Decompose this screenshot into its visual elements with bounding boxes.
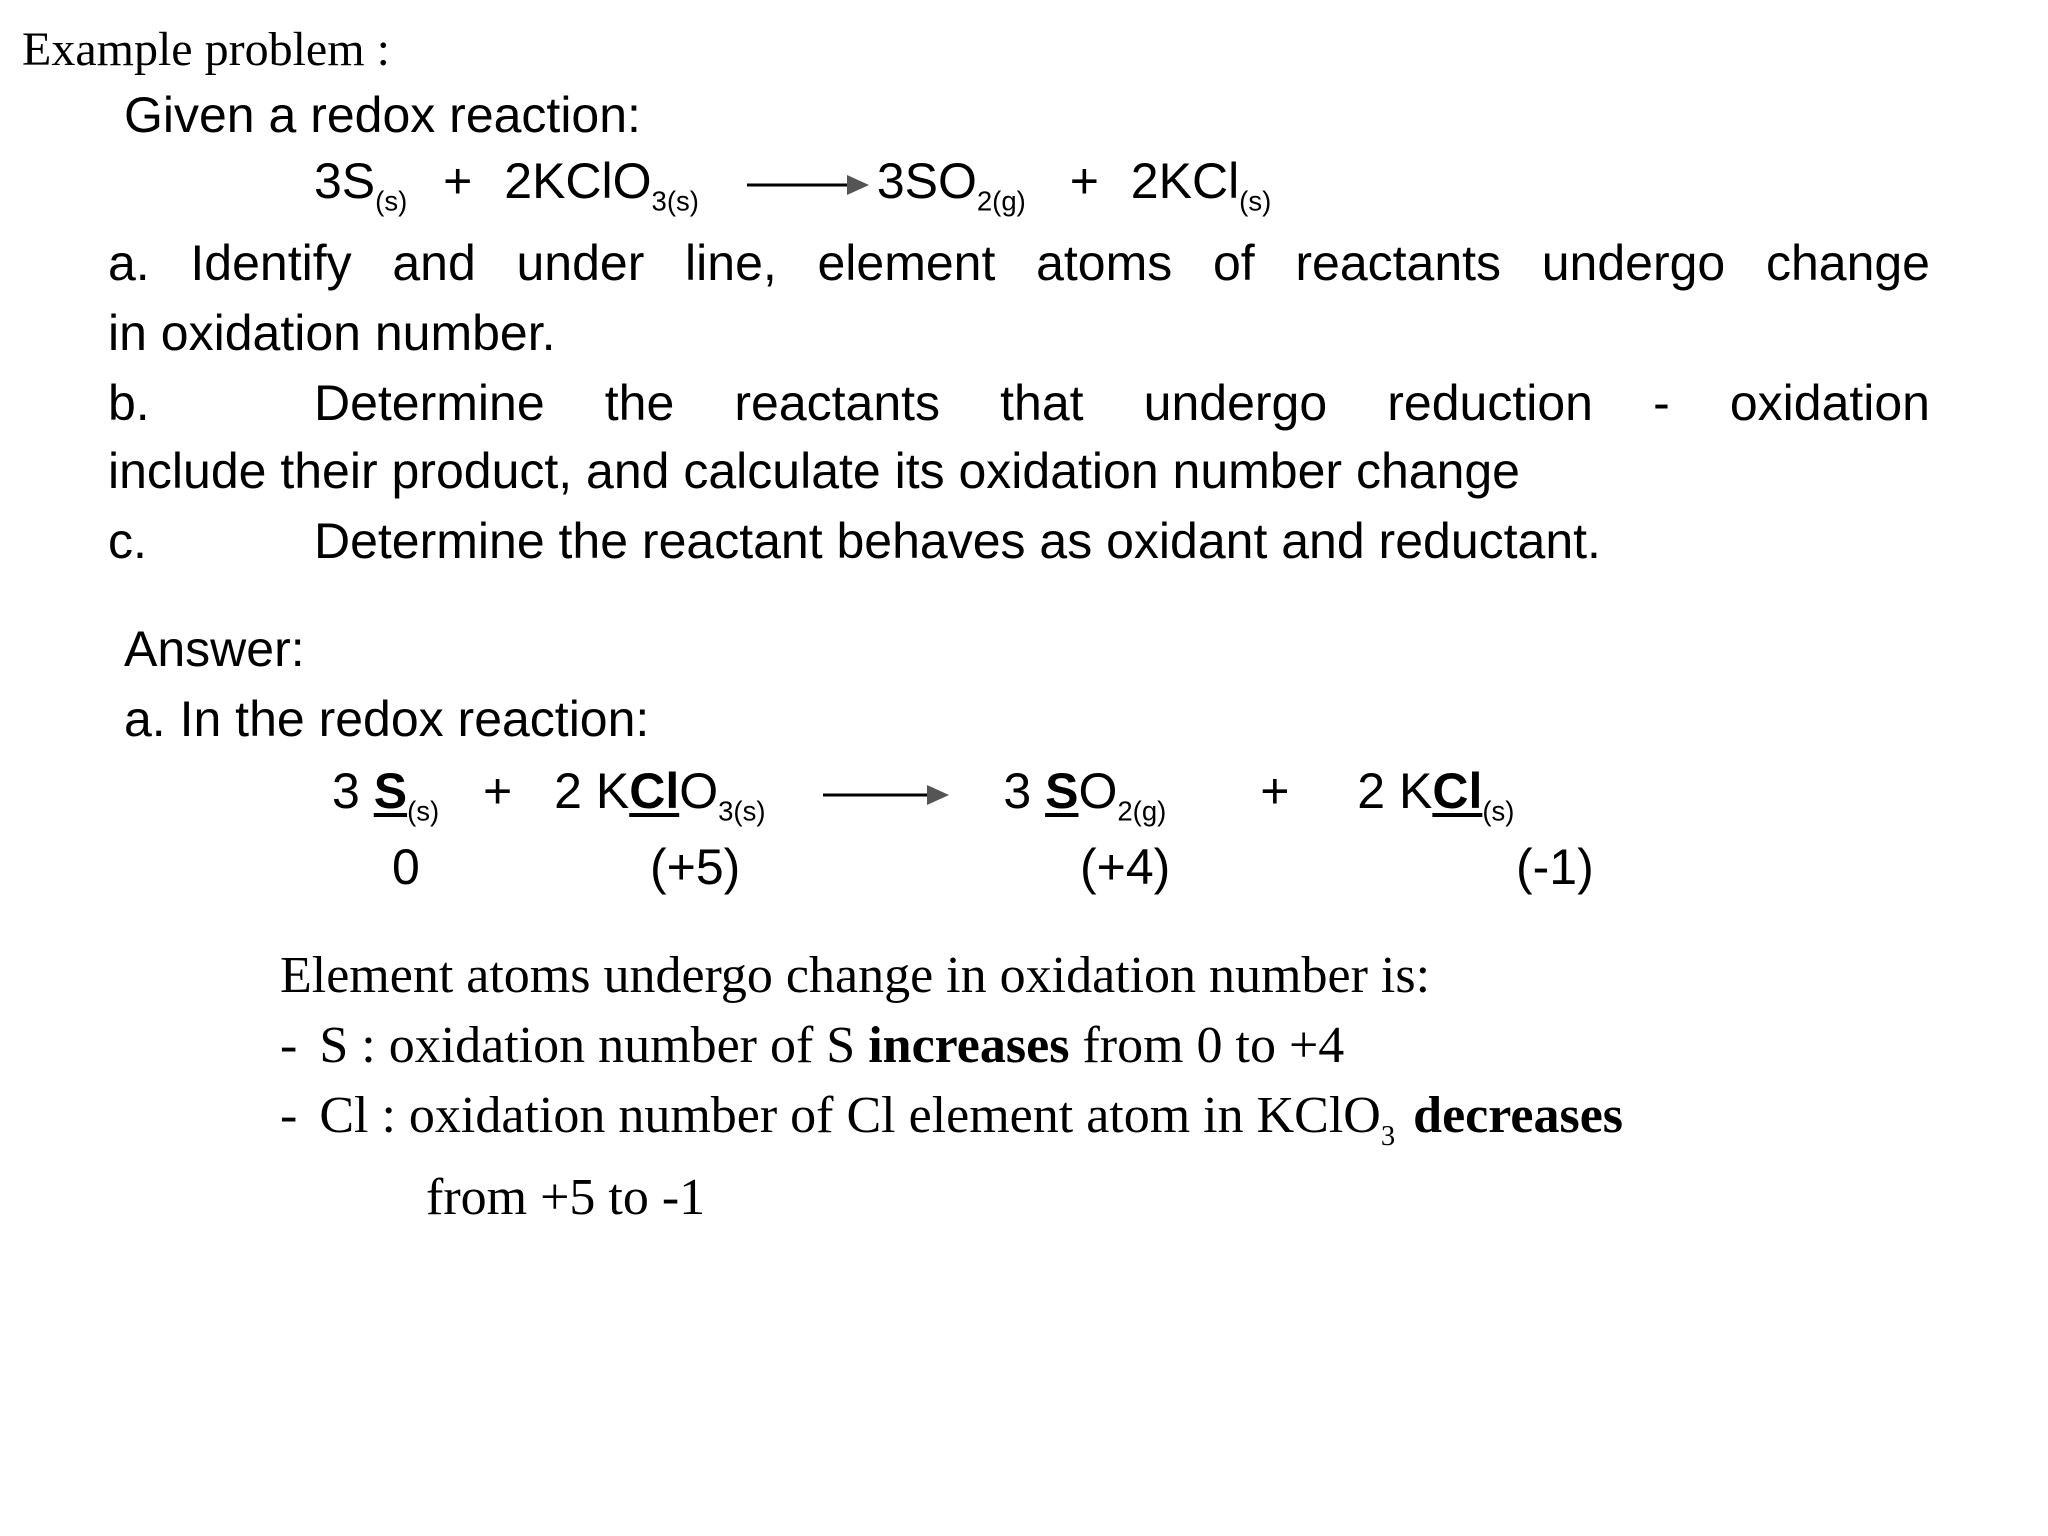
summary-cl-text: Cl : oxidation number of Cl element atom in KClO — [319, 1087, 1381, 1144]
summary-cl-change: decreases — [1413, 1087, 1624, 1144]
problem-equation — [314, 153, 1272, 217]
product-prefix: 2 K — [1357, 763, 1433, 819]
plus-sign: + — [1260, 763, 1290, 819]
summary-s-text: S : oxidation number of S — [319, 1017, 869, 1074]
subscript: 3 — [1380, 1120, 1396, 1152]
oxygen-symbol: O — [679, 763, 719, 819]
plus-sign: + — [443, 153, 473, 209]
underlined-sulfur: S — [373, 763, 408, 819]
ox-number-cl-reactant: (+5) — [650, 839, 741, 895]
product-potassium-chloride: 2KCl — [1130, 153, 1240, 209]
plus-sign: + — [483, 763, 513, 819]
state-label: (s) — [1482, 795, 1515, 827]
plus-sign: + — [1069, 153, 1099, 209]
problem-intro: Given a redox reaction: — [124, 87, 641, 143]
bullet-dash: - — [280, 1087, 298, 1144]
reactant-prefix: 2 K — [554, 763, 630, 819]
question-c-label: c. — [108, 513, 147, 569]
summary-s-change: increases — [868, 1017, 1070, 1074]
question-b-label: b. — [108, 375, 150, 431]
underlined-chlorine: Cl — [1432, 763, 1483, 819]
question-c-line1: Determine the reactant behaves as oxidant and reductant. — [314, 513, 1601, 569]
question-a-line2: in oxidation number. — [108, 305, 556, 361]
question-a-line1: a. Identify and under line, element atoms of reactants undergo change — [108, 235, 1930, 291]
page-title: Example problem : — [22, 23, 390, 76]
reaction-arrow-icon — [747, 170, 873, 200]
reactant-coefficient: 3 — [332, 763, 374, 819]
ox-number-cl-product: (-1) — [1516, 839, 1594, 895]
oxygen-symbol: O — [1078, 763, 1118, 819]
ox-number-s-reactant: 0 — [392, 839, 420, 895]
answer-a-intro: a. In the redox reaction: — [124, 691, 650, 747]
state-label: 2(g) — [1117, 795, 1167, 827]
ox-number-s-product: (+4) — [1080, 839, 1171, 895]
question-b-line2: include their product, and calculate its oxidation number change — [108, 443, 1520, 499]
question-b-line1: Determine the reactants that undergo reduction - oxidation — [314, 375, 1930, 431]
state-label: 2(g) — [976, 185, 1026, 217]
reactant-sulfur: 3S — [314, 153, 376, 209]
summary-cl-line — [280, 1087, 1624, 1152]
summary-cl-range: from +5 to -1 — [426, 1169, 706, 1226]
summary-s-range: from 0 to +4 — [1069, 1017, 1345, 1074]
reaction-arrow-icon — [823, 780, 959, 810]
state-label: (s) — [1239, 185, 1272, 217]
answer-equation — [332, 763, 1515, 827]
summary-intro: Element atoms undergo change in oxidation number is: — [280, 947, 1431, 1004]
product-sulfur-dioxide: 3SO — [876, 153, 977, 209]
state-label: (s) — [375, 185, 408, 217]
underlined-chlorine: Cl — [629, 763, 680, 819]
summary-s-line — [280, 1017, 1345, 1074]
underlined-sulfur: S — [1045, 763, 1079, 819]
state-label: 3(s) — [651, 185, 699, 217]
reactant-potassium-chlorate: 2KClO — [504, 153, 652, 209]
state-label: 3(s) — [718, 795, 766, 827]
product-coefficient: 3 — [1003, 763, 1046, 819]
state-label: (s) — [407, 795, 440, 827]
answer-heading: Answer: — [124, 621, 305, 677]
bullet-dash: - — [280, 1017, 298, 1074]
